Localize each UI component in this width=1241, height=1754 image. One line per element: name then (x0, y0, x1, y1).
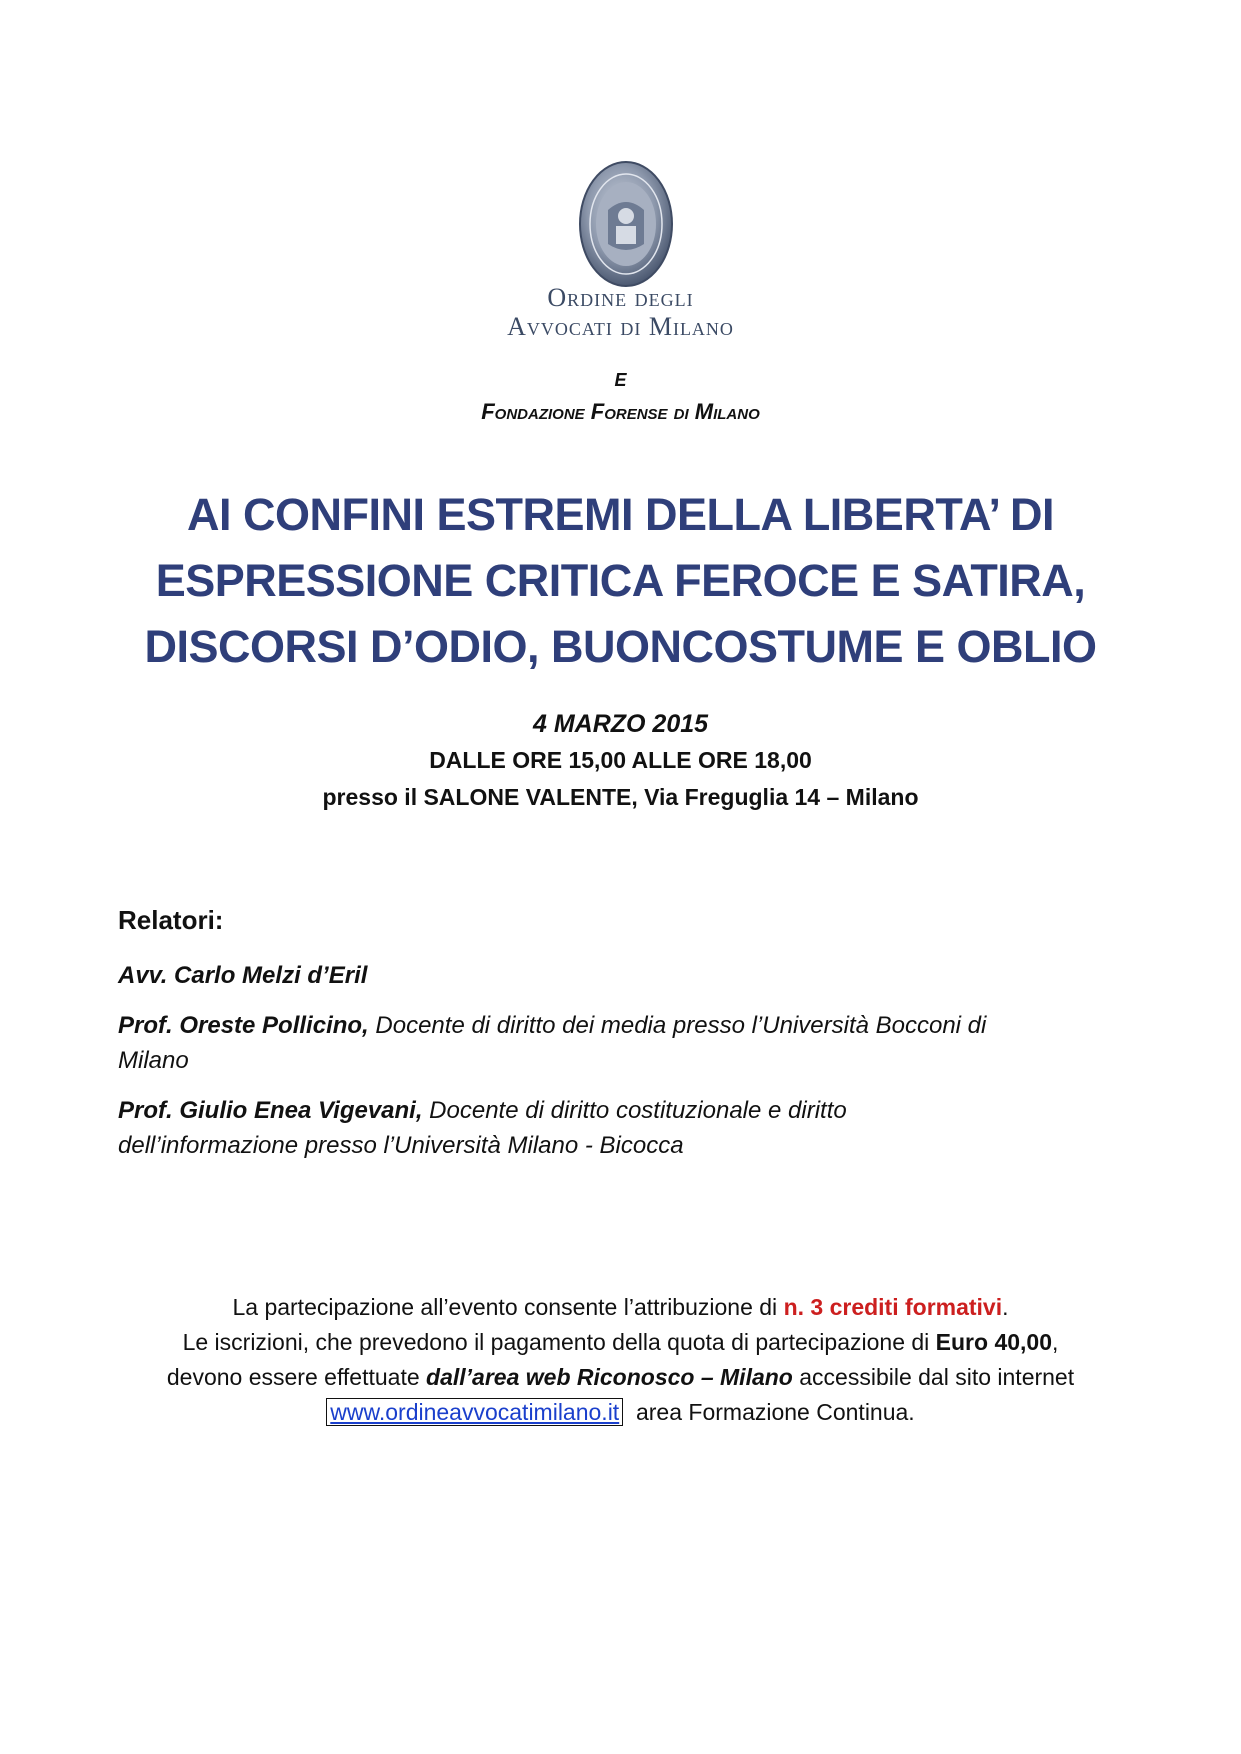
info-text: , (1052, 1329, 1059, 1355)
info-text: . (1002, 1294, 1009, 1320)
speaker-role: Docente di diritto costituzionale e diritto (422, 1097, 847, 1124)
event-title-line: AI CONFINI ESTREMI DELLA LIBERTA’ DI (186, 489, 1054, 540)
web-area-text: dall’area web Riconosco – Milano (426, 1364, 793, 1390)
org-name-line1: Ordine degli (547, 283, 694, 312)
info-text: Le iscrizioni, che prevedono il pagamento della quota di partecipazione di (182, 1329, 936, 1355)
info-line (0, 1395, 1241, 1430)
speaker-role-cont: dell’informazione presso l’Università Milano - Bicocca (118, 1132, 684, 1159)
info-line (0, 1360, 1241, 1395)
event-venue: presso il SALONE VALENTE, Via Freguglia 14 – Milano (322, 784, 919, 810)
credits-text: n. 3 crediti formativi (783, 1294, 1003, 1320)
seal-logo-icon (578, 160, 674, 288)
info-line (0, 1290, 1241, 1325)
speaker-role-cont: Milano (118, 1047, 189, 1074)
event-title-line: DISCORSI D’ODIO, BUONCOSTUME E OBLIO (144, 621, 1097, 672)
info-text: accessibile dal sito internet (792, 1364, 1075, 1390)
co-organizer: Fondazione Forense di Milano (481, 399, 760, 424)
info-text: area Formazione Continua. (623, 1399, 915, 1425)
website-link[interactable]: www.ordineavvocatimilano.it (326, 1398, 623, 1426)
event-title-line: ESPRESSIONE CRITICA FEROCE E SATIRA, (155, 555, 1086, 606)
event-title (60, 482, 1181, 680)
info-line (0, 1325, 1241, 1360)
speaker-role: Docente di diritto dei media presso l’Università Bocconi di (368, 1012, 987, 1039)
conjunction: E (614, 370, 627, 390)
speaker-item (118, 1008, 1128, 1078)
event-date: 4 MARZO 2015 (532, 710, 709, 738)
speakers-heading: Relatori: (118, 905, 224, 935)
speaker-name: Prof. Oreste Pollicino, (118, 1012, 369, 1039)
info-text: devono essere effettuate (166, 1364, 427, 1390)
info-text: La partecipazione all’evento consente l’attribuzione di (232, 1294, 784, 1320)
speaker-name: Avv. Carlo Melzi d’Eril (118, 962, 368, 989)
speaker-item (118, 958, 1128, 993)
fee-text: Euro 40,00 (935, 1329, 1053, 1355)
event-hours: DALLE ORE 15,00 ALLE ORE 18,00 (429, 747, 812, 773)
registration-info (0, 1290, 1241, 1430)
speaker-name: Prof. Giulio Enea Vigevani, (118, 1097, 423, 1124)
speaker-item (118, 1093, 1128, 1163)
org-name-line2: Avvocati di Milano (507, 312, 734, 341)
